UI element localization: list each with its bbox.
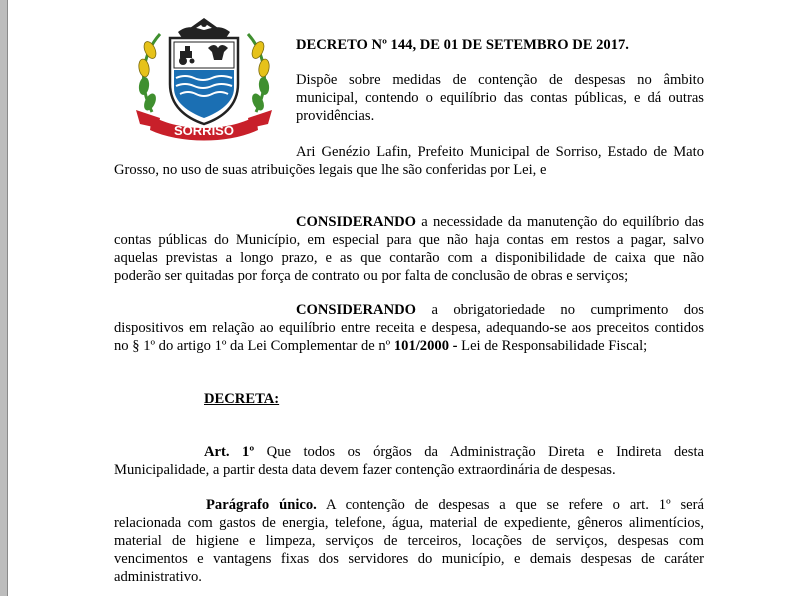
lrf-bold-fragment: 101/2000 -: [393, 338, 458, 354]
paragrafo-line: administrativo.: [114, 569, 202, 585]
considerando-keyword: CONSIDERANDO: [296, 302, 417, 318]
considerando-1-first-line: [114, 213, 704, 231]
decreta-label: DECRETA:: [204, 391, 280, 407]
decreta-heading: [204, 390, 279, 408]
left-laurel-icon: [138, 34, 160, 112]
article-label: Art. 1º: [204, 444, 255, 460]
article-line: Municipalidade, a partir desta data devem fazer contenção extraordinária de despesas.: [114, 462, 616, 478]
ementa-line: municipal, contendo o equilíbrio das contas públicas, e dá outras: [296, 90, 704, 106]
crest-banner-text: SORRISO: [174, 123, 234, 138]
decree-ementa: [296, 71, 704, 125]
decree-preamble: [114, 143, 704, 179]
considerando-line-lrf: no § 1º do artigo 1º da Lei Complementar de nº 101/2000 - Lei de Responsabilidade Fiscal;: [114, 338, 648, 354]
considerando-line: aquelas previstas a longo prazo, e as que contarão com a disponibilidade de caixa que não: [114, 250, 704, 266]
considerando-text: a necessidade da manutenção do equilíbrio das: [416, 214, 704, 230]
preamble-line: Grosso, no uso de suas atribuições legais que lhe são conferidas por Lei, e: [114, 162, 547, 178]
preamble-line: Ari Genézio Lafin, Prefeito Municipal de Sorriso, Estado de Mato: [296, 144, 704, 160]
decree-title: DECRETO Nº 144, DE 01 DE SETEMBRO DE 2017.: [296, 37, 629, 53]
considerando-line: contas públicas do Município, em especial para que não haja contas em restos a pagar, salvo: [114, 232, 704, 248]
considerando-2: [114, 301, 704, 355]
eagle-icon: [178, 18, 230, 38]
paragrafo-label: Parágrafo único.: [206, 497, 317, 513]
considerando-text: a obrigatoriedade no cumprimento dos: [416, 302, 704, 318]
paragrafo-unico: [114, 496, 704, 586]
considerando-1: [114, 213, 704, 285]
considerando-line: dispositivos em relação ao equilíbrio entre receita e despesa, adequando-se aos preceitos contidos: [114, 320, 704, 336]
article-1-first-line: [114, 443, 704, 461]
article-text: Que todos os órgãos da Administração Direta e Indireta desta: [254, 444, 704, 460]
paragrafo-line: vencimentos e vantagens fixas dos servidores do município, e demais despesas de caráter: [114, 551, 704, 567]
considerando-2-first-line: [114, 301, 704, 319]
ementa-line: Dispõe sobre medidas de contenção de despesas no âmbito: [296, 72, 704, 88]
paragrafo-line: relacionada com gastos de energia, telefone, água, material de expediente, gêneros alimentícios,: [114, 515, 704, 531]
shield-icon: [170, 38, 238, 124]
article-1: [114, 443, 704, 479]
sorriso-crest-logo: [130, 14, 278, 144]
considerando-line: poderão ser quitadas por força de contrato ou por falta de conclusão de obras e serviços;: [114, 268, 629, 284]
paragrafo-line: material de higiene e limpeza, serviços de terceiros, locações de serviços, despesas com: [114, 533, 704, 549]
considerando-keyword: CONSIDERANDO: [296, 214, 417, 230]
right-laurel-icon: [248, 34, 270, 112]
paragrafo-text: A contenção de despesas a que se refere o art. 1º será: [316, 497, 704, 513]
ementa-line: providências.: [296, 108, 375, 124]
paragrafo-first-line: [114, 496, 704, 514]
